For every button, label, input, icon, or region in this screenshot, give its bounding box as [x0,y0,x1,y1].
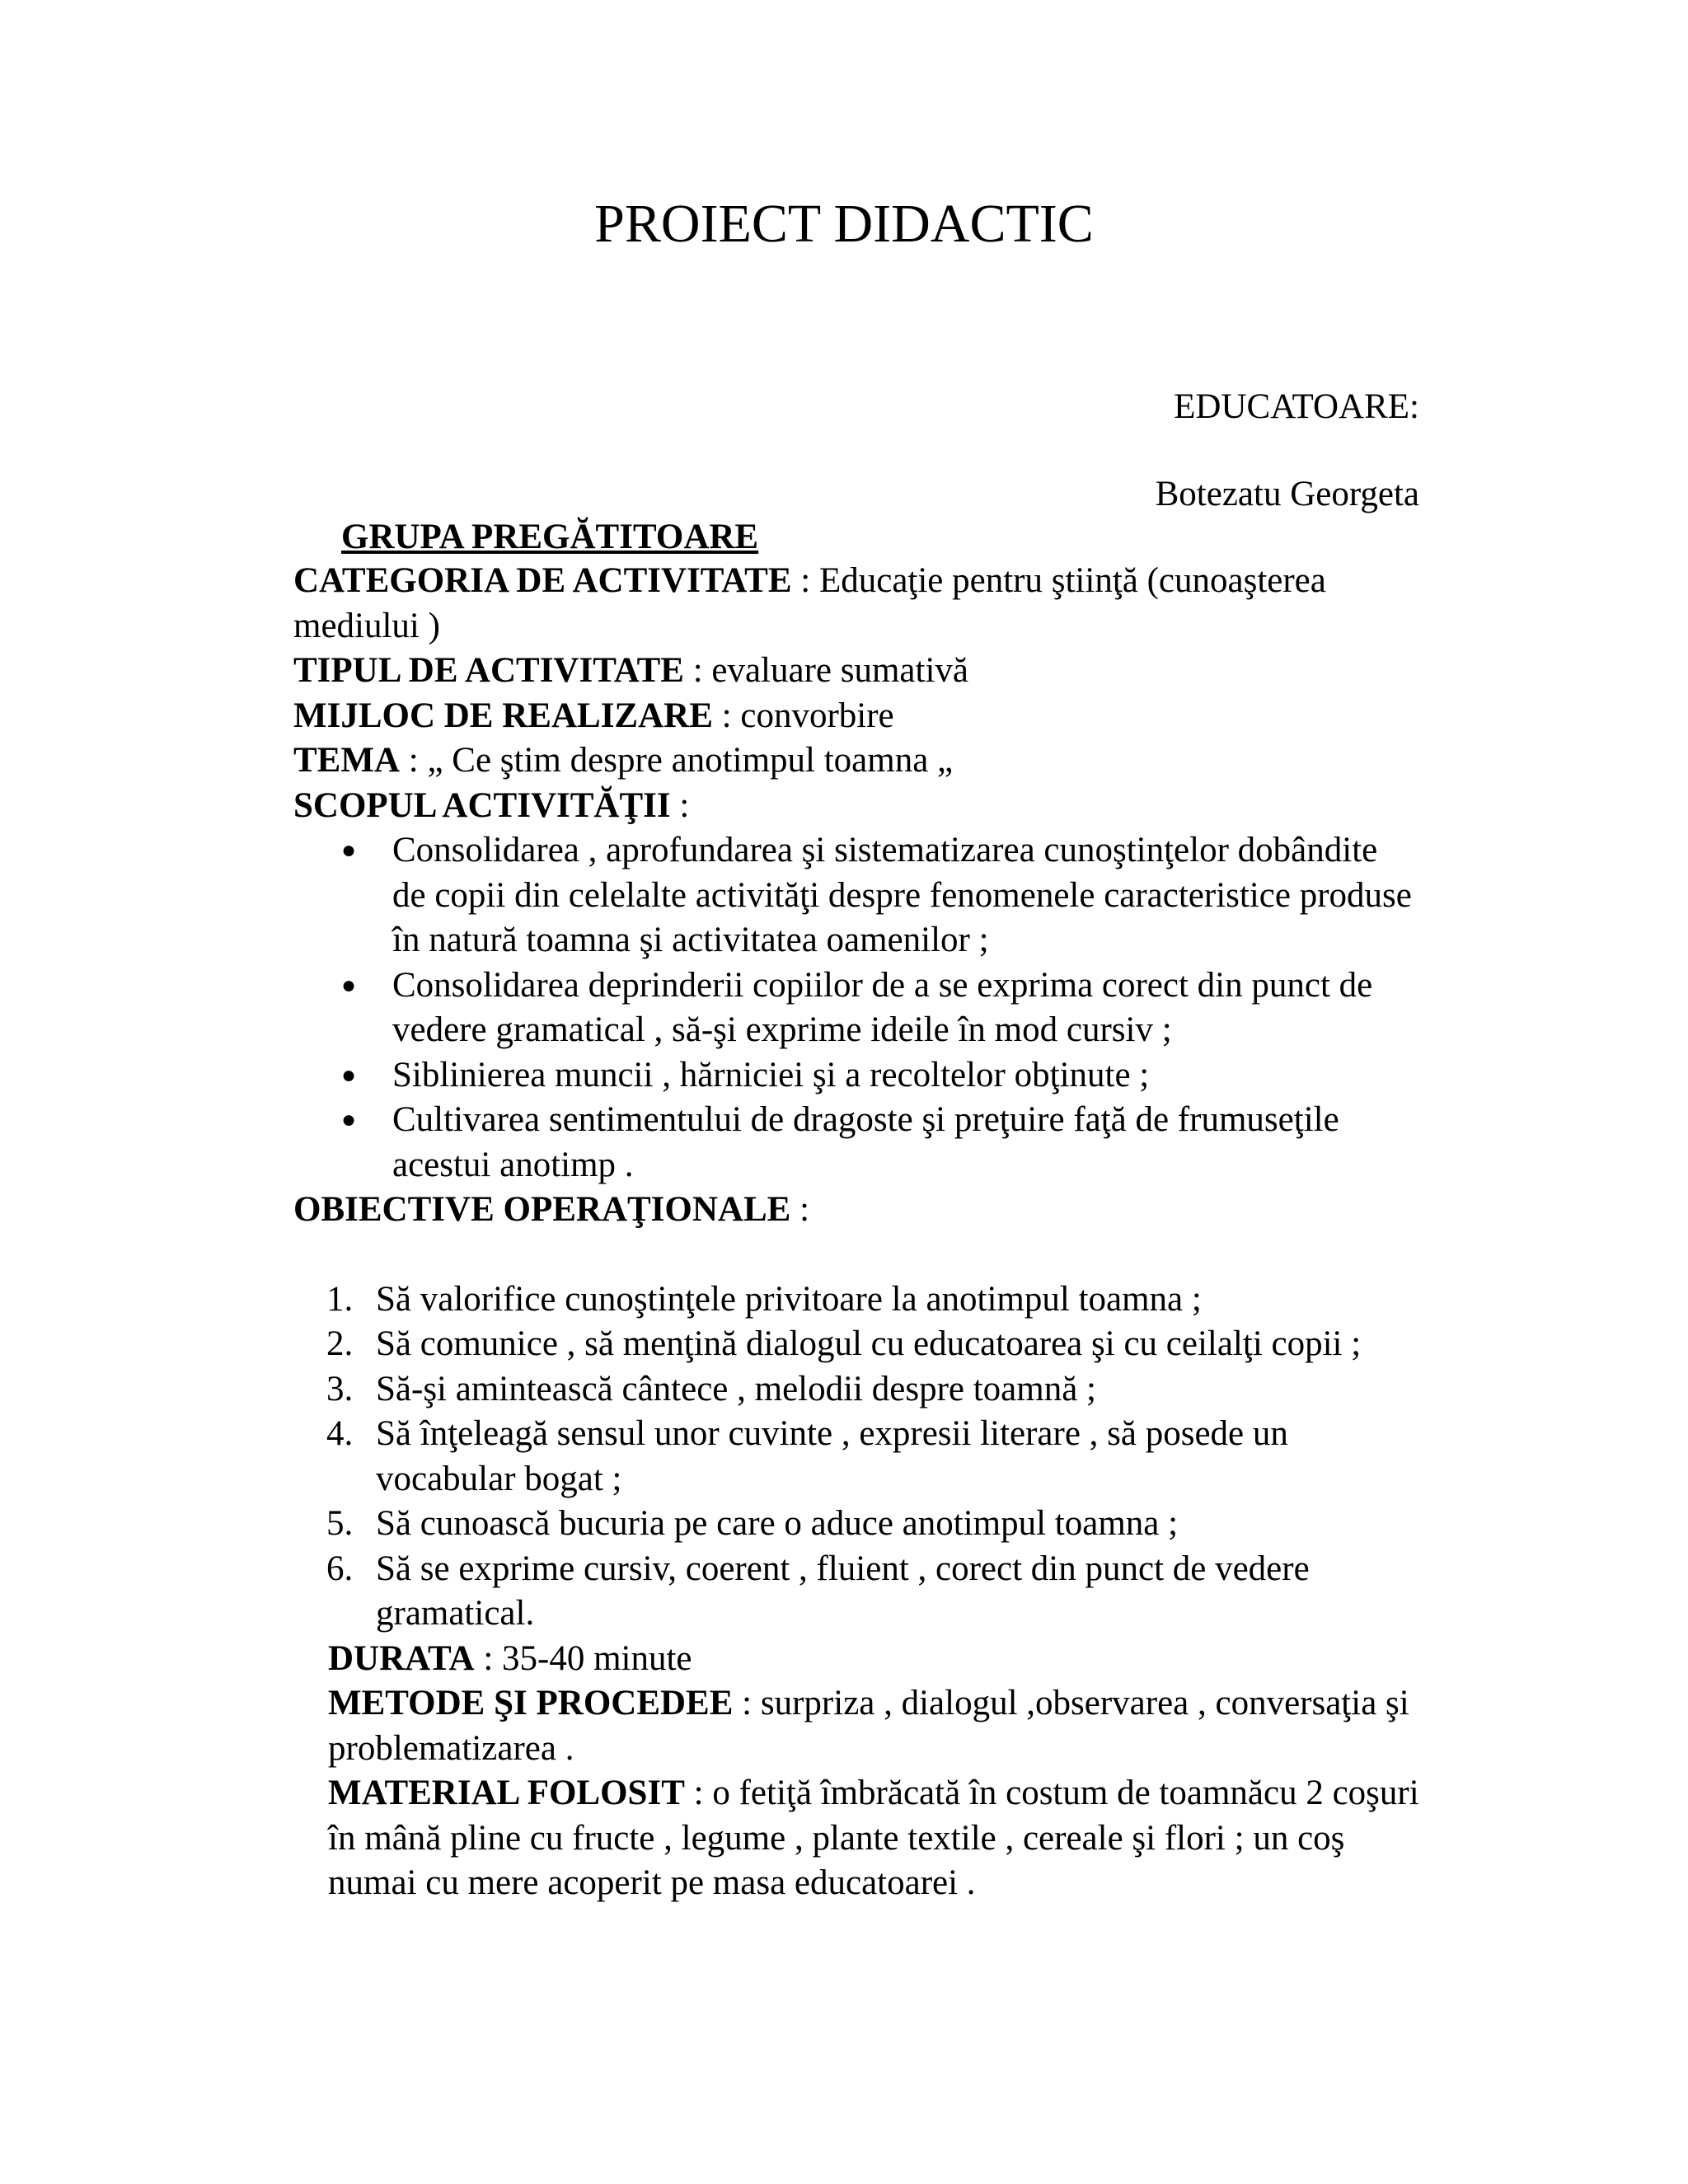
type-line [293,649,1431,694]
theme-line [293,738,1431,784]
scope-item-text: Consolidarea deprinderii copiilor de a se exprima corect din punct de vedere gramatical , să-şi exprime ideile în mod cursiv ; [392,965,1373,1049]
list-item [326,1322,1431,1367]
list-number: 1. [326,1279,354,1319]
objective-text: Să comunice , să menţină dialogul cu educatoarea şi cu ceilalţi copii ; [376,1324,1362,1363]
means-line [293,694,1431,739]
category-value-cont: mediului ) [293,606,440,645]
list-number: 5. [326,1504,354,1543]
objective-text: Să-şi amintească cântece , melodii despre toamnă ; [376,1369,1096,1408]
material-line [328,1771,1431,1906]
educator-label: EDUCATOARE: [1174,387,1419,426]
methods-value: : surpriza , dialogul ,observarea , conversaţia şi problematizarea . [328,1684,1409,1768]
scope-line [293,784,1431,829]
type-label: TIPUL DE ACTIVITATE [293,651,684,690]
list-number: 3. [326,1369,354,1408]
list-item [341,828,1431,963]
theme-value: : „ Ce ştim despre anotimpul toamna „ [400,741,954,780]
scope-item-text: Consolidarea , aprofundarea şi sistematizarea cunoştinţelor dobândite de copii din celelalte activităţi despre fenomenele caracteristice produse în natură toamna şi activitatea oamenilor ; [392,831,1412,959]
means-value: : convorbire [712,696,894,735]
list-item [326,1547,1431,1637]
list-item [341,963,1431,1053]
list-item [326,1502,1431,1547]
list-number: 2. [326,1324,354,1363]
objective-text: Să cunoască bucuria pe care o aduce anotimpul toamna ; [376,1504,1179,1543]
scope-item-text: Cultivarea sentimentului de dragoste şi preţuire faţă de frumuseţile acestui anotimp . [392,1100,1339,1184]
group-heading: GRUPA PREGĂTITOARE [341,518,759,556]
category-value: : Educaţie pentru ştiinţă (cunoaşterea [791,561,1326,600]
bullet-icon: ● [341,1106,357,1133]
objective-text: Să valorifice cunoştinţele privitoare la anotimpul toamna ; [376,1279,1202,1319]
category-label: CATEGORIA DE ACTIVITATE [293,561,792,600]
list-item [326,1277,1431,1323]
methods-label: METODE ŞI PROCEDEE [328,1684,734,1722]
list-number: 6. [326,1549,354,1588]
spacer [293,1233,1431,1277]
methods-line [328,1681,1431,1771]
objectives-suffix: : [790,1190,810,1229]
list-item [326,1367,1431,1413]
duration-value: : 35-40 minute [474,1638,692,1678]
material-value: : o fetiţă îmbrăcată în costum de toamnăcu 2 coşuri în mână pline cu fructe , legume , plante textile , cereale şi flori ; un coş numai cu mere acoperit pe masa educatoarei . [328,1774,1419,1902]
objectives-list [293,1277,1431,1637]
bullet-icon: ● [341,837,357,864]
list-number: 4. [326,1414,354,1453]
objectives-label: OBIECTIVE OPERAŢIONALE [293,1190,791,1229]
material-label: MATERIAL FOLOSIT [328,1774,685,1812]
document-body [293,559,1431,1906]
document-title: PROIECT DIDACTIC [594,194,1094,254]
list-item [341,1098,1431,1188]
details-section [293,1637,1431,1906]
type-value: : evaluare sumativă [683,651,968,690]
objective-text: Să înţeleagă sensul unor cuvinte , expresii literare , să posede un vocabular bogat ; [376,1414,1288,1498]
bullet-icon: ● [341,971,357,999]
scope-list [293,828,1431,1188]
scope-suffix: : [670,785,690,825]
list-item [341,1053,1431,1099]
bullet-icon: ● [341,1061,357,1089]
duration-line [328,1637,1431,1682]
scope-label: SCOPUL ACTIVITĂŢII [293,785,671,825]
theme-label: TEMA [293,741,400,780]
list-item [326,1412,1431,1502]
means-label: MIJLOC DE REALIZARE [293,696,713,735]
duration-label: DURATA [328,1638,475,1678]
objectives-line [293,1188,1431,1233]
category-line [293,559,1431,649]
objective-text: Să se exprime cursiv, coerent , fluient , corect din punct de vedere gramatical. [376,1549,1310,1633]
scope-item-text: Siblinierea muncii , hărniciei şi a recoltelor obţinute ; [392,1055,1150,1094]
educator-name: Botezatu Georgeta [1155,475,1419,513]
